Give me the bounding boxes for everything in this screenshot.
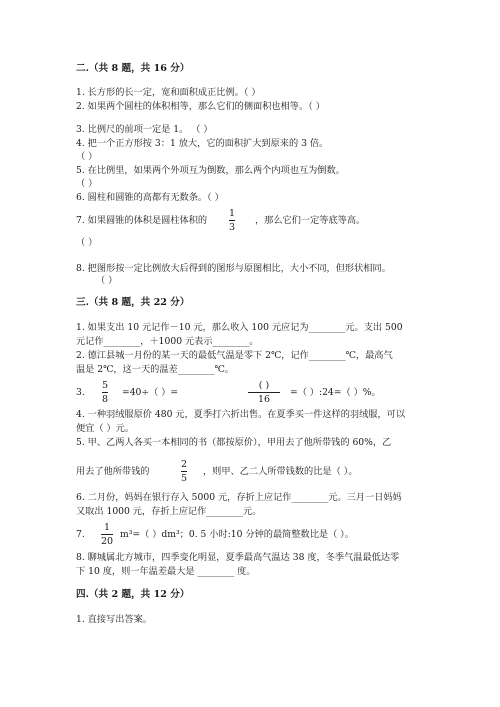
question-line: 1. 直接写出答案。: [76, 614, 152, 625]
fraction-numerator: 1: [104, 522, 111, 533]
question-number: 7.: [76, 529, 85, 540]
question-line: 1. 长方形的长一定，宽和面积成正比例。（ ）: [76, 87, 261, 98]
fraction-denominator: 8: [102, 394, 109, 405]
question-number: 3.: [76, 387, 85, 398]
fraction-denominator: 3: [229, 222, 236, 233]
fraction-one-third: [229, 208, 235, 233]
question-line: ，那么它们一定等底等高。: [255, 215, 366, 226]
question-line: 下 10 度，则一年温差最大是 ________ 度。: [76, 566, 256, 577]
answer-bracket: （ ）: [76, 237, 98, 248]
answer-bracket: （ ）: [76, 151, 98, 162]
fraction-numerator: ( ): [258, 380, 270, 391]
fraction-bar: [248, 392, 280, 393]
question-line: =40÷（ ）=: [122, 387, 179, 398]
question-line: 3. 比例尺的前项一定是 1。 （ ）: [76, 124, 213, 135]
question-line: 7. 如果圆锥的体积是圆柱体积的: [76, 215, 208, 226]
section-3-title: 三.（共 8 题，共 22 分）: [76, 297, 190, 308]
fraction-bar: [101, 534, 113, 535]
fraction-five-eighths: [102, 380, 108, 405]
section-4-title: 四.（共 2 题，共 12 分）: [76, 589, 190, 600]
question-line: 用去了他所带钱的: [76, 466, 150, 477]
question-line: 8. 把图形按一定比例放大后得到的图形与原图相比，大小不同，但形状相同。: [76, 263, 391, 274]
question-line: 5. 甲、乙两人各买一本相同的书（都按原价），甲用去了他所带钱的 60%，乙: [76, 437, 392, 448]
fraction-bar: [181, 471, 187, 472]
question-line: 2. 如果两个圆柱的体积相等，那么它们的侧面积也相等。（ ）: [76, 101, 325, 112]
fraction-numerator: 1: [229, 208, 236, 219]
fraction-denominator: 20: [101, 536, 114, 547]
fraction-denominator: 16: [257, 394, 271, 405]
fraction-numerator: 2: [181, 459, 188, 470]
question-line: 2. 德江县城一月份的某一天的最低气温是零下 2℃，记作________℃，最高气: [76, 350, 393, 361]
section-2-title: 二.（共 8 题，共 16 分）: [76, 63, 190, 74]
question-line: 元记作________，＋1000 元表示________。: [76, 336, 259, 347]
fraction-blank-sixteenths: [248, 380, 280, 405]
question-line: 温是 2℃，这一天的温差________℃。: [76, 364, 234, 375]
question-line: 5. 在比例里，如果两个外项互为倒数，那么两个内项也互为倒数。: [76, 165, 345, 176]
question-line: 6. 二月份，妈妈在银行存入 5000 元，存折上应记作________元。三月一日妈妈: [76, 492, 402, 503]
answer-bracket: （ ）: [76, 178, 98, 189]
answer-bracket: （ ）: [96, 275, 118, 286]
question-line: 8. 聊城属北方城市，四季变化明显，夏季最高气温达 38 度，冬季气温最低达零: [76, 552, 400, 563]
question-line: m³=（ ）dm³；0. 5 小时:10 分钟的最简整数比是（ ）。: [120, 529, 354, 540]
question-line: 又取出 1000 元，存折上应记作________元。: [76, 506, 262, 517]
fraction-bar: [102, 392, 108, 393]
fraction-numerator: 5: [102, 380, 109, 391]
fraction-bar: [229, 220, 235, 221]
question-line: 4. 一种羽绒服原价 480 元，夏季打六折出售。在夏季买一件这样的羽绒服，可以: [76, 409, 406, 420]
question-line: 1. 如果支出 10 元记作－10 元，那么收入 100 元应记为________元。支出 500: [76, 322, 403, 333]
question-line: 便宜（ ）元。: [76, 423, 135, 434]
question-line: 4. 把一个正方形按 3：1 放大，它的面积扩大到原来的 3 倍。: [76, 138, 329, 149]
question-line: ，则甲、乙二人所带钱数的比是（ ）。: [203, 466, 358, 477]
fraction-one-twentieth: [101, 522, 113, 547]
question-line: =（ ）:24=（ ）%。: [290, 387, 381, 398]
fraction-two-fifths: [181, 459, 187, 484]
fraction-denominator: 5: [181, 473, 188, 484]
question-line: 6. 圆柱和圆锥的高都有无数条。（ ）: [76, 192, 224, 203]
